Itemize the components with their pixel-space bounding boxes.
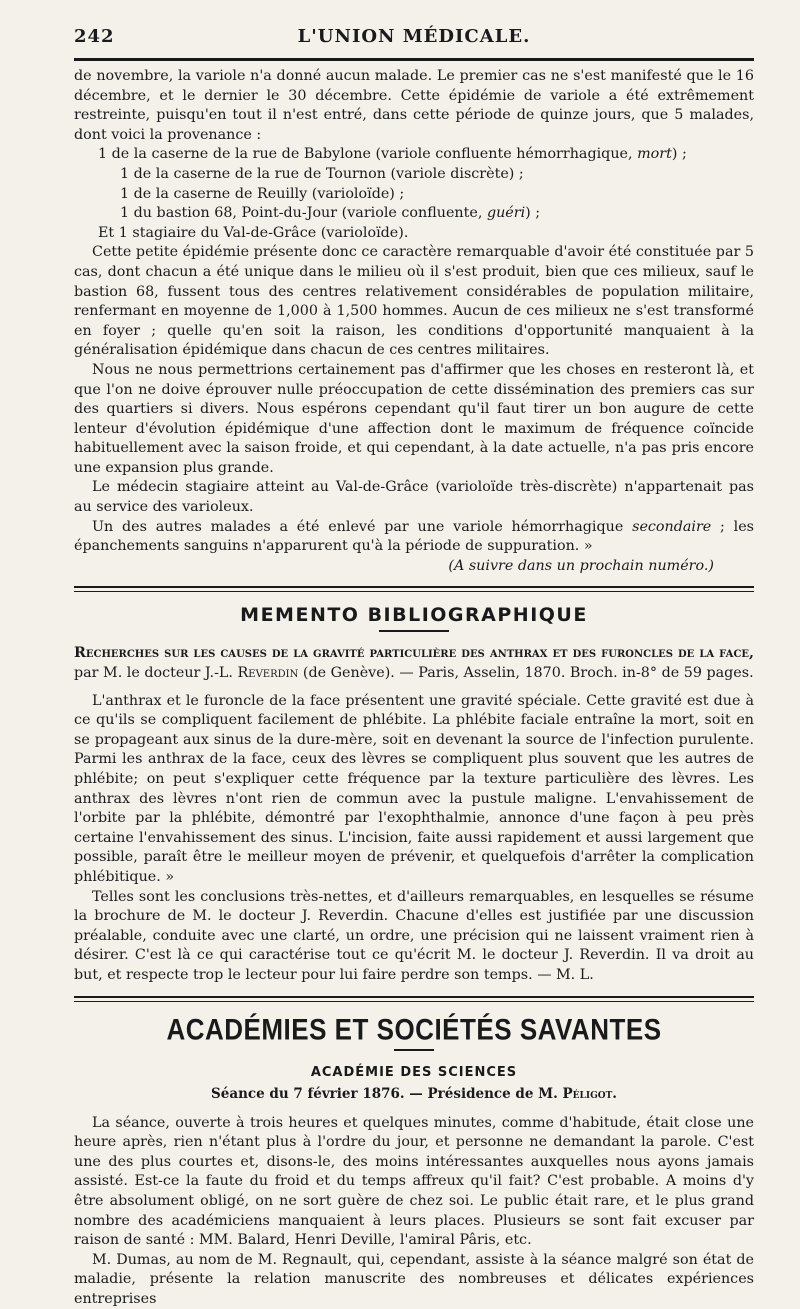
section-divider [74,586,754,592]
title-underline [394,1049,434,1051]
list-item: 1 de la caserne de la rue de Tournon (variole discrète) ; [120,165,524,182]
section-divider [74,996,754,1002]
to-be-continued: (A suivre dans un prochain numéro.) [448,557,714,574]
paragraph: Un des autres malades a été enlevé par une variole hémorrhagique secondaire ; les épanchements sanguins n'apparurent qu'à la période de suppuration. » [74,518,754,555]
list-item: Et 1 stagiaire du Val-de-Grâce (varioloïde). [98,224,409,241]
paragraph: Telles sont les conclusions très-nettes, et d'ailleurs remarquables, en lesquelles se résume la brochure de M. le docteur J. Reverdin. Chacune d'elles est justifiée par une discussion préalable, conduite avec une clarté, un ordre, une précision qui ne laissent vraiment rien à désirer. C'est là ce qui caractérise tout ce qu'écrit M. le docteur J. Reverdin. Il va droit au but, et respecte trop le lecteur pour lui faire perdre son temps. — M. L. [74,888,754,983]
paragraph: M. Dumas, au nom de M. Regnault, qui, cependant, assiste à la séance malgré son état de maladie, présente la relation manuscrite des nombreuses et délicates expériences entreprises [74,1251,754,1307]
session-line: Séance du 7 février 1876. — Présidence de M. Péligot. [210,1085,617,1102]
paragraph: de novembre, la variole n'a donné aucun malade. Le premier cas ne s'est manifesté que le 16 décembre, et le dernier le 30 décembre. Cette épidémie de variole a été extrêmement restreinte, puisqu'en tout il n'est entré, dans cette période de quinze jours, que 5 malades, dont voici la provenance : [74,68,754,143]
journal-title: L'UNION MÉDICALE. [297,26,531,47]
memento-title: MEMENTO BIBLIOGRAPHIQUE [240,604,588,627]
page-number: 242 [74,26,115,47]
book-reference: Recherches sur les causes de la gravité particulière des anthrax et des furoncles de la face, par M. le docteur J.-L. Reverdin (de Genève). — Paris, Asselin, 1870. Broch. in-8° de 59 pages. [74,645,754,682]
paragraph: L'anthrax et le furoncle de la face présentent une gravité spéciale. Cette gravité est due à ce qu'ils se compliquent facilement de phlébite. La phlébite faciale entraîne la mort, soit en se propageant aux sinus de la dure-mère, soit en devenant la source de l'infection purulente. Parmi les anthrax de la face, ceux des lèvres se compliquent plus souvent que les autres de phlébite; on peut s'expliquer cette fréquence par la texture particulière des lèvres. Les anthrax des lèvres n'ont rien de commun avec la pustule maligne. L'envahissement de l'orbite par la phlébite, démontré par l'exophthalmie, annonce d'une façon à peu près certaine l'envahissement des sinus. L'incision, faite aussi rapidement et aussi largement que possible, paraît être le meilleur moyen de prévenir, et quelquefois d'arrêter la complication phlébitique. » [74,692,754,885]
memento-section [74,644,754,985]
list-item: 1 de la caserne de la rue de Babylone (variole confluente hémorrhagique, mort) ; [98,146,687,163]
paragraph: Le médecin stagiaire atteint au Val-de-Grâce (varioloïde très-discrète) n'appartenait pas au service des varioleux. [74,479,754,516]
paragraph: La séance, ouverte à trois heures et quelques minutes, comme d'habitude, était close une heure après, rien n'étant plus à l'ordre du jour, et personne ne demandant la parole. C'est une des plus courtes et, disons-le, des moins intéressantes auxquelles nous ayons jamais assisté. Est-ce la faute du froid et du temps affreux qu'il fait? C'est probable. A moins d'y être absolument obligé, on ne sort guère de chez soi. Le public était rare, et le plus grand nombre des académiciens manquaient à leurs places. Plusieurs se sont fait excuser par raison de santé : MM. Balard, Henri Deville, l'amiral Pâris, etc. [74,1114,754,1249]
academy-name: ACADÉMIE DES SCIENCES [310,1064,518,1080]
paragraph: Cette petite épidémie présente donc ce caractère remarquable d'avoir été constituée par 5 cas, dont chacun a été unique dans le milieu où il s'est produit, bien que ces milieux, sauf le bastion 68, fussent tous des centres relativement considérables de population militaire, renfermant en moyenne de 1,000 à 1,500 hommes. Aucun de ces milieux ne s'est transformé en foyer ; quelle qu'en soit la raison, les conditions d'opportunité manquaient à la généralisation épidémique dans chacun de ces centres militaires. [74,244,754,359]
academies-title: ACADÉMIES ET SOCIÉTÉS SAVANTES [166,1011,662,1046]
paragraph: Nous ne nous permettrions certainement pas d'affirmer que les choses en resteront là, et que l'on ne doive éprouver nulle préoccupation de cette dissémination des premiers cas sur des quartiers si divers. Nous espérons cependant qu'il faut tirer un bon augure de cette lenteur d'évolution épidémique d'une affection dont le maximum de fréquence coïncide habituellement avec la saison froide, et qui cependant, à la date actuelle, n'a pas pris encore une expansion plus grande. [74,361,754,476]
article-continuation [74,67,754,576]
list-item: 1 du bastion 68, Point-du-Jour (variole confluente, guéri) ; [120,205,541,222]
page-header [74,26,754,54]
list-item: 1 de la caserne de Reuilly (varioloïde) ; [120,185,405,202]
header-rule [74,58,754,61]
title-underline [379,630,449,632]
